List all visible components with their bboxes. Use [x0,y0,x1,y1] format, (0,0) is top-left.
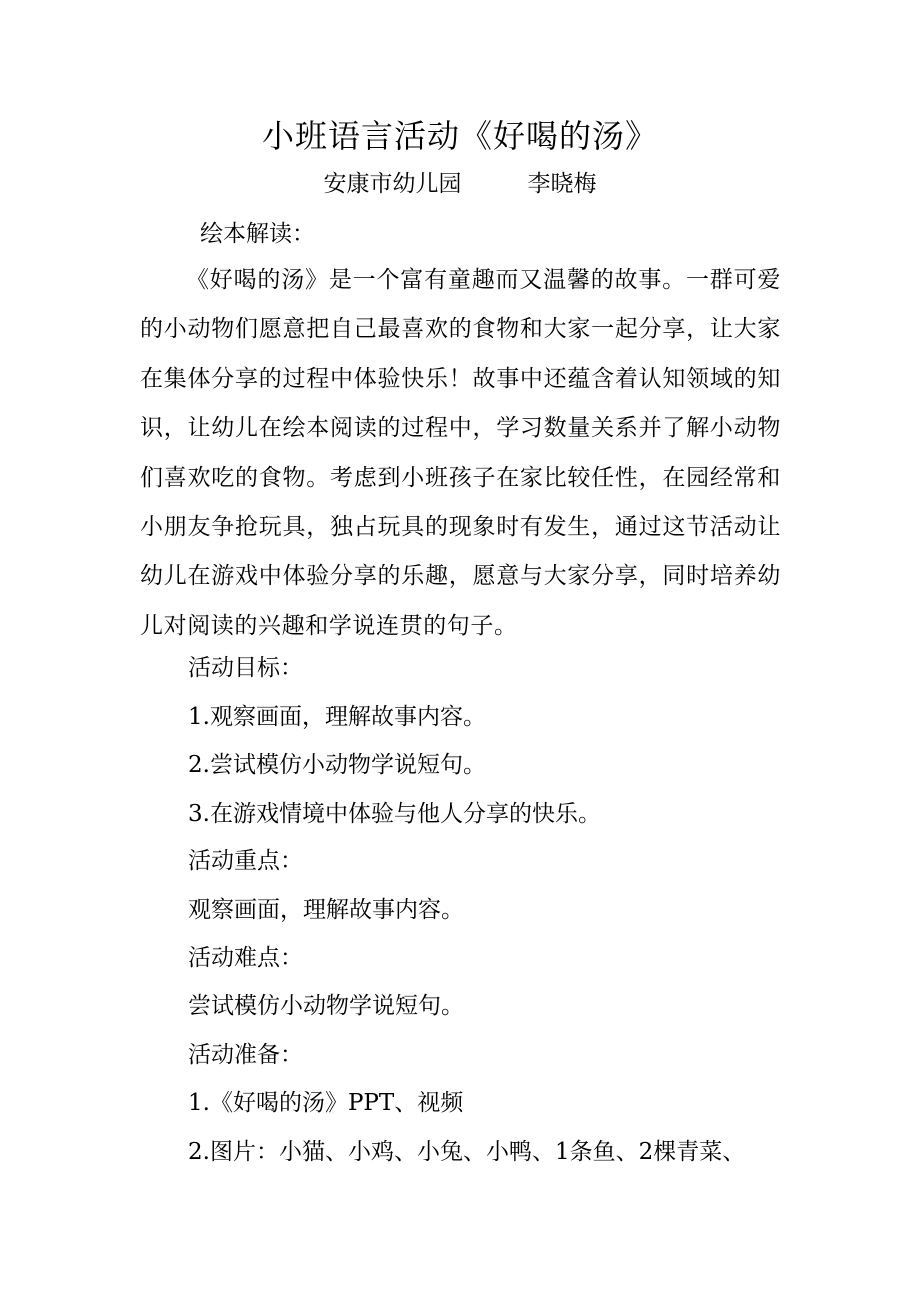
goal-item-1: 1.观察画面，理解故事内容。 [188,704,486,730]
key-heading: 活动重点： [188,848,303,874]
key-text: 观察画面，理解故事内容。 [188,897,464,923]
difficulty-text: 尝试模仿小动物学说短句。 [188,993,464,1019]
difficulty-heading: 活动难点： [188,945,303,971]
reading-heading: 绘本解读： [200,221,315,247]
byline-author: 李晓梅 [527,171,597,197]
byline [0,166,920,202]
reading-paragraph: 《好喝的汤》是一个富有童趣而又温馨的故事。一群可爱的小动物们愿意把自己最喜欢的食物和大家一起分享，让大家在集体分享的过程中体验快乐！故事中还蕴含着认知领域的知识，让幼儿在绘本阅读的过程中，学习数量关系并了解小动物们喜欢吃的食物。考虑到小班孩子在家比较任性，在园经常和小朋友争抢玩具，独占玩具的现象时有发生，通过这节活动让幼儿在游戏中体验分享的乐趣，愿意与大家分享，同时培养幼儿对阅读的兴趣和学说连贯的句子。 [140,267,781,639]
byline-organization: 安康市幼儿园 [323,171,462,197]
prep-heading: 活动准备： [188,1042,303,1068]
goal-item-3: 3.在游戏情境中体验与他人分享的快乐。 [188,801,601,827]
goal-item-2: 2.尝试模仿小动物学说短句。 [188,752,486,778]
prep-item-1: 1.《好喝的汤》PPT、视频 [188,1090,464,1116]
document-title: 小班语言活动《好喝的汤》 [261,117,658,155]
prep-item-2: 2.图片：小猫、小鸡、小兔、小鸭、1条鱼、2棵青菜、 [188,1139,746,1165]
goals-heading: 活动目标： [188,655,303,681]
